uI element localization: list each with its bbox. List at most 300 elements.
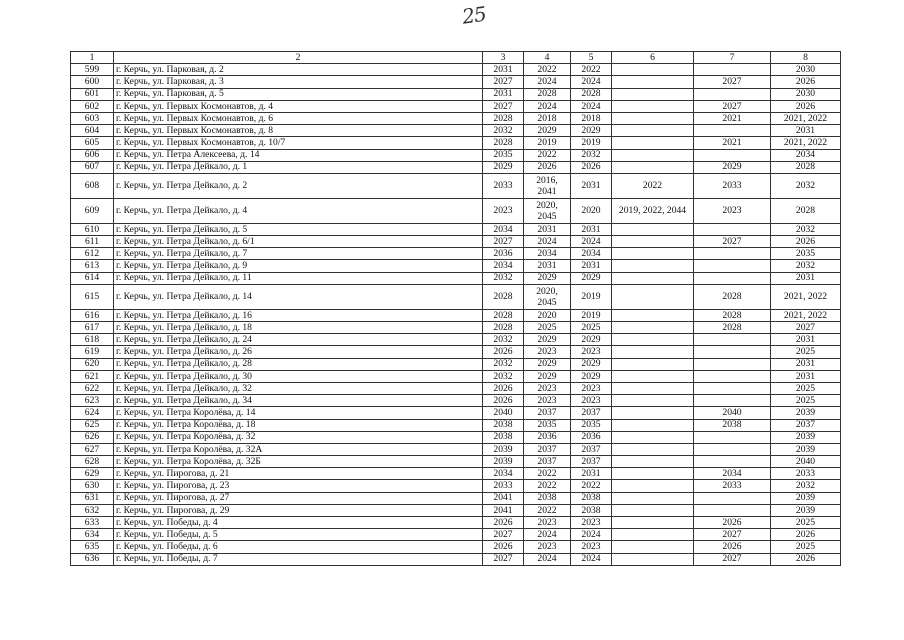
table-cell: г. Керчь, ул. Победы, д. 7	[114, 553, 483, 565]
table-cell: 2034	[571, 248, 612, 260]
table-cell: г. Керчь, ул. Парковая, д. 3	[114, 76, 483, 88]
table-cell: 2034	[694, 468, 771, 480]
table-cell: 2020	[524, 309, 571, 321]
table-cell	[694, 358, 771, 370]
column-header: 5	[571, 52, 612, 64]
table-cell: 622	[71, 382, 114, 394]
table-cell: 608	[71, 173, 114, 198]
table-cell: 2023	[483, 198, 524, 223]
table-row	[71, 419, 841, 431]
table-cell: 2039	[483, 443, 524, 455]
table-cell: 2031	[571, 260, 612, 272]
table-cell: 2039	[771, 492, 841, 504]
table-cell: 2032	[483, 358, 524, 370]
table-cell: 631	[71, 492, 114, 504]
table-cell: 2026	[771, 553, 841, 565]
table-cell: 2031	[571, 223, 612, 235]
table-cell: 2028	[771, 198, 841, 223]
table-cell	[612, 370, 694, 382]
table-cell: г. Керчь, ул. Первых Космонавтов, д. 4	[114, 100, 483, 112]
table-row	[71, 272, 841, 284]
table-row	[71, 431, 841, 443]
table-cell: 2034	[483, 260, 524, 272]
table-cell	[694, 88, 771, 100]
table-cell: 2026	[483, 382, 524, 394]
table-cell: 623	[71, 395, 114, 407]
table-cell: 2027	[483, 100, 524, 112]
table-cell	[694, 431, 771, 443]
table-cell: 2032	[483, 334, 524, 346]
table-row	[71, 492, 841, 504]
table-row	[71, 137, 841, 149]
table-cell	[694, 382, 771, 394]
table-cell: 2026	[571, 161, 612, 173]
table-cell: 616	[71, 309, 114, 321]
table-cell: 2028	[694, 284, 771, 309]
table-cell: г. Керчь, ул. Петра Королёва, д. 14	[114, 407, 483, 419]
table-cell: г. Керчь, ул. Петра Дейкало, д. 16	[114, 309, 483, 321]
table-cell	[612, 480, 694, 492]
table-cell	[612, 456, 694, 468]
table-cell: 2018	[524, 112, 571, 124]
table-cell: 2036	[483, 248, 524, 260]
table-cell: 2031	[771, 358, 841, 370]
table-cell	[694, 260, 771, 272]
table-cell: 2024	[571, 100, 612, 112]
table-cell: 2032	[483, 370, 524, 382]
table-cell: г. Керчь, ул. Петра Дейкало, д. 32	[114, 382, 483, 394]
table-cell: 2025	[771, 517, 841, 529]
table-cell	[694, 248, 771, 260]
table-cell: 630	[71, 480, 114, 492]
table-cell: 2037	[571, 456, 612, 468]
table-cell: г. Керчь, ул. Победы, д. 5	[114, 529, 483, 541]
table-cell: г. Керчь, ул. Петра Алексеева, д. 14	[114, 149, 483, 161]
table-cell: 2032	[771, 480, 841, 492]
table-cell: г. Керчь, ул. Петра Дейкало, д. 30	[114, 370, 483, 382]
table-cell	[612, 272, 694, 284]
table-cell	[612, 248, 694, 260]
table-cell	[612, 517, 694, 529]
table-cell: 2028	[694, 322, 771, 334]
table-cell: 2038	[524, 492, 571, 504]
table-cell: 2031	[571, 468, 612, 480]
table-cell: 2022	[524, 149, 571, 161]
table-cell: 2032	[571, 149, 612, 161]
table-cell: 2022	[524, 480, 571, 492]
table-cell: 2025	[771, 395, 841, 407]
table-cell	[612, 125, 694, 137]
table-cell: 2024	[524, 76, 571, 88]
table-cell	[612, 223, 694, 235]
column-header: 6	[612, 52, 694, 64]
table-cell: 2028	[524, 88, 571, 100]
table-cell: 2030	[771, 64, 841, 76]
table-cell: 2030	[771, 88, 841, 100]
table-cell: 2035	[571, 419, 612, 431]
table-cell: 2028	[483, 309, 524, 321]
table-cell: 2031	[524, 260, 571, 272]
table-cell: 621	[71, 370, 114, 382]
table-cell	[612, 322, 694, 334]
table-cell: 2039	[771, 443, 841, 455]
table-cell: 2037	[524, 407, 571, 419]
table-cell: 2026	[483, 395, 524, 407]
table-cell: 2021	[694, 112, 771, 124]
table-cell	[612, 443, 694, 455]
table-cell: 2028	[771, 161, 841, 173]
table-cell: 2025	[571, 322, 612, 334]
table-cell: 2023	[571, 382, 612, 394]
table-row	[71, 284, 841, 309]
table-cell: 2031	[771, 370, 841, 382]
table-cell: 2027	[483, 236, 524, 248]
table-cell: 2028	[483, 322, 524, 334]
table-cell: 628	[71, 456, 114, 468]
table-row	[71, 358, 841, 370]
table-cell: 2035	[524, 419, 571, 431]
table-cell	[694, 149, 771, 161]
table-cell: г. Керчь, ул. Петра Дейкало, д. 26	[114, 346, 483, 358]
column-header: 8	[771, 52, 841, 64]
table-cell: 2038	[483, 419, 524, 431]
table-cell: 2028	[483, 137, 524, 149]
table-cell: 2027	[483, 76, 524, 88]
table-row	[71, 223, 841, 235]
table-cell: 2031	[483, 88, 524, 100]
table-cell: г. Керчь, ул. Петра Дейкало, д. 34	[114, 395, 483, 407]
table-cell	[612, 88, 694, 100]
table-cell: 2026	[483, 346, 524, 358]
table-cell: 600	[71, 76, 114, 88]
table-cell: 2021, 2022	[771, 112, 841, 124]
table-row	[71, 236, 841, 248]
table-cell: г. Керчь, ул. Петра Дейкало, д. 6/1	[114, 236, 483, 248]
table-cell: 614	[71, 272, 114, 284]
table-cell: 2037	[571, 407, 612, 419]
table-row	[71, 541, 841, 553]
table-cell: г. Керчь, ул. Пирогова, д. 21	[114, 468, 483, 480]
table-cell: 625	[71, 419, 114, 431]
table-cell: 2031	[524, 223, 571, 235]
table-cell: 2027	[694, 76, 771, 88]
table-cell: г. Керчь, ул. Победы, д. 6	[114, 541, 483, 553]
table-cell: 2025	[771, 382, 841, 394]
table-cell: 2034	[524, 248, 571, 260]
table-row	[71, 88, 841, 100]
table-cell	[612, 358, 694, 370]
table-cell: 2023	[524, 395, 571, 407]
table-cell: 2036	[524, 431, 571, 443]
table-cell: 2021, 2022	[771, 309, 841, 321]
table-cell	[612, 64, 694, 76]
table-cell	[612, 137, 694, 149]
table-cell	[612, 334, 694, 346]
table-cell: 2023	[524, 541, 571, 553]
table-cell: 2029	[571, 358, 612, 370]
table-cell: 610	[71, 223, 114, 235]
table-cell: 2033	[483, 173, 524, 198]
table-cell: 2020, 2045	[524, 198, 571, 223]
table-row	[71, 149, 841, 161]
table-cell: 2038	[483, 431, 524, 443]
table-row	[71, 480, 841, 492]
table-cell: 2019, 2022, 2044	[612, 198, 694, 223]
table-cell: 627	[71, 443, 114, 455]
table-row	[71, 468, 841, 480]
table-cell	[694, 334, 771, 346]
table-cell: 2037	[771, 419, 841, 431]
table-cell: г. Керчь, ул. Пирогова, д. 29	[114, 504, 483, 516]
table-cell: 2019	[571, 137, 612, 149]
table-row	[71, 198, 841, 223]
table-cell: 2039	[771, 431, 841, 443]
column-header: 4	[524, 52, 571, 64]
table-cell: 2022	[571, 64, 612, 76]
table-cell: 2032	[771, 223, 841, 235]
table-cell: 2026	[483, 541, 524, 553]
table-cell: 2031	[771, 272, 841, 284]
table-row	[71, 309, 841, 321]
table-cell: г. Керчь, ул. Петра Дейкало, д. 2	[114, 173, 483, 198]
table-cell: 601	[71, 88, 114, 100]
table-cell: 2018	[571, 112, 612, 124]
table-row	[71, 382, 841, 394]
table-cell: 2032	[483, 272, 524, 284]
table-cell	[612, 382, 694, 394]
table-cell: 2025	[771, 346, 841, 358]
table-row	[71, 322, 841, 334]
table-cell: 2035	[483, 149, 524, 161]
table-cell: г. Керчь, ул. Парковая, д. 5	[114, 88, 483, 100]
table-row	[71, 161, 841, 173]
table-cell: г. Керчь, ул. Первых Космонавтов, д. 8	[114, 125, 483, 137]
table-cell	[612, 419, 694, 431]
table-cell: 626	[71, 431, 114, 443]
table-cell: 2036	[571, 431, 612, 443]
table-cell: 2038	[694, 419, 771, 431]
table-cell: г. Керчь, ул. Петра Дейкало, д. 28	[114, 358, 483, 370]
table-row	[71, 407, 841, 419]
table-cell	[612, 407, 694, 419]
table-cell: г. Керчь, ул. Петра Дейкало, д. 18	[114, 322, 483, 334]
table-row	[71, 456, 841, 468]
table-cell: г. Керчь, ул. Парковая, д. 2	[114, 64, 483, 76]
table-cell	[694, 223, 771, 235]
table-cell: 2016, 2041	[524, 173, 571, 198]
table-cell: 2029	[571, 334, 612, 346]
table-cell: 606	[71, 149, 114, 161]
table-cell: 617	[71, 322, 114, 334]
table-cell: 2041	[483, 492, 524, 504]
table-cell: 2019	[571, 284, 612, 309]
table-cell	[612, 395, 694, 407]
table-cell: 2032	[771, 173, 841, 198]
table-cell	[694, 272, 771, 284]
table-cell: 2039	[483, 456, 524, 468]
table-cell: 2032	[483, 125, 524, 137]
table-cell: 2021, 2022	[771, 284, 841, 309]
table-cell: 2026	[771, 529, 841, 541]
table-cell: 615	[71, 284, 114, 309]
table-row	[71, 125, 841, 137]
table-cell	[612, 260, 694, 272]
table-cell: г. Керчь, ул. Первых Космонавтов, д. 10/7	[114, 137, 483, 149]
table-cell: г. Керчь, ул. Петра Дейкало, д. 11	[114, 272, 483, 284]
column-header: 1	[71, 52, 114, 64]
table-row	[71, 260, 841, 272]
table-cell: 2024	[571, 553, 612, 565]
table-cell: 2028	[694, 309, 771, 321]
table-cell: 634	[71, 529, 114, 541]
table-cell: 2026	[771, 236, 841, 248]
table-cell: 2031	[771, 125, 841, 137]
table-cell: 2022	[524, 468, 571, 480]
table-cell: 2023	[571, 346, 612, 358]
table-cell: 2024	[524, 100, 571, 112]
table-row	[71, 64, 841, 76]
table-cell: г. Керчь, ул. Петра Королёва, д. 18	[114, 419, 483, 431]
table-cell: 603	[71, 112, 114, 124]
table-cell: 2026	[524, 161, 571, 173]
table-cell: 2031	[571, 173, 612, 198]
table-cell: 618	[71, 334, 114, 346]
table-row	[71, 553, 841, 565]
table-cell: 2037	[524, 443, 571, 455]
table-cell	[612, 553, 694, 565]
table-cell: 2039	[771, 504, 841, 516]
table-cell	[612, 468, 694, 480]
table-cell: 2040	[483, 407, 524, 419]
table-cell: 2022	[524, 64, 571, 76]
table-row	[71, 173, 841, 198]
table-cell: 2025	[524, 322, 571, 334]
table-cell: 2040	[771, 456, 841, 468]
table-cell	[612, 149, 694, 161]
table-cell: 2029	[571, 125, 612, 137]
table-row	[71, 395, 841, 407]
table-cell	[612, 76, 694, 88]
table-cell: 2029	[524, 358, 571, 370]
table-cell: г. Керчь, ул. Петра Королёва, д. 32Б	[114, 456, 483, 468]
table-cell: г. Керчь, ул. Петра Дейкало, д. 1	[114, 161, 483, 173]
table-cell: 607	[71, 161, 114, 173]
table-cell: 2026	[694, 517, 771, 529]
table-cell: г. Керчь, ул. Пирогова, д. 27	[114, 492, 483, 504]
column-header: 2	[114, 52, 483, 64]
table-cell: 2024	[571, 76, 612, 88]
table-cell: г. Керчь, ул. Петра Дейкало, д. 24	[114, 334, 483, 346]
table-cell: г. Керчь, ул. Пирогова, д. 23	[114, 480, 483, 492]
table-cell: 2026	[771, 100, 841, 112]
table-cell: 2041	[483, 504, 524, 516]
table-cell: 2033	[694, 173, 771, 198]
table-cell	[694, 395, 771, 407]
table-cell: г. Керчь, ул. Петра Дейкало, д. 7	[114, 248, 483, 260]
table-cell: 2029	[524, 334, 571, 346]
table-row	[71, 517, 841, 529]
table-cell: 2023	[571, 517, 612, 529]
table-cell: 624	[71, 407, 114, 419]
table-cell: 2038	[571, 492, 612, 504]
table-header-row	[71, 52, 841, 64]
table-cell: г. Керчь, ул. Петра Дейкало, д. 5	[114, 223, 483, 235]
table-cell: 2033	[771, 468, 841, 480]
table-row	[71, 112, 841, 124]
table-cell	[612, 161, 694, 173]
table-row	[71, 100, 841, 112]
table-cell	[694, 504, 771, 516]
table-cell: 2031	[771, 334, 841, 346]
table-cell: 2029	[694, 161, 771, 173]
table-cell	[694, 492, 771, 504]
table-cell: 2027	[694, 100, 771, 112]
table-cell: 2023	[524, 517, 571, 529]
table-cell	[612, 431, 694, 443]
table-cell: 2037	[571, 443, 612, 455]
table-row	[71, 443, 841, 455]
table-row	[71, 504, 841, 516]
table-row	[71, 334, 841, 346]
table-cell: г. Керчь, ул. Петра Королёва, д. 32А	[114, 443, 483, 455]
table-cell: 2021, 2022	[771, 137, 841, 149]
table-cell	[694, 64, 771, 76]
table-cell: 629	[71, 468, 114, 480]
register-table	[70, 51, 841, 566]
table-row	[71, 346, 841, 358]
table-cell: г. Керчь, ул. Петра Дейкало, д. 4	[114, 198, 483, 223]
table-cell: 612	[71, 248, 114, 260]
table-cell: 2023	[524, 382, 571, 394]
table-cell: 2028	[571, 88, 612, 100]
table-cell: 2023	[571, 541, 612, 553]
table-cell: 2027	[694, 529, 771, 541]
table-cell: 2020, 2045	[524, 284, 571, 309]
table-cell: 2023	[524, 346, 571, 358]
table-cell	[612, 112, 694, 124]
table-cell: 2024	[524, 529, 571, 541]
table-cell: 2027	[483, 529, 524, 541]
table-cell: 2020	[571, 198, 612, 223]
table-cell: 2033	[694, 480, 771, 492]
table-cell: 2029	[483, 161, 524, 173]
column-header: 7	[694, 52, 771, 64]
table-cell: 635	[71, 541, 114, 553]
table-cell: 2027	[694, 236, 771, 248]
table-cell: 619	[71, 346, 114, 358]
table-cell	[612, 541, 694, 553]
table-cell: 2024	[571, 529, 612, 541]
table-cell: 2029	[571, 370, 612, 382]
table-cell: 2033	[483, 480, 524, 492]
table-cell	[694, 125, 771, 137]
table-cell: 2026	[771, 76, 841, 88]
table-cell: 604	[71, 125, 114, 137]
table-cell: г. Керчь, ул. Первых Космонавтов, д. 6	[114, 112, 483, 124]
table-cell: 2024	[571, 236, 612, 248]
column-header: 3	[483, 52, 524, 64]
table-cell: г. Керчь, ул. Петра Дейкало, д. 9	[114, 260, 483, 272]
table-cell: 2031	[483, 64, 524, 76]
table-cell: 2028	[483, 284, 524, 309]
table-cell: 605	[71, 137, 114, 149]
table-cell: 2038	[571, 504, 612, 516]
table-cell: 2029	[524, 370, 571, 382]
table-cell: 2029	[571, 272, 612, 284]
table-cell	[694, 443, 771, 455]
table-cell	[612, 309, 694, 321]
table-cell: 2029	[524, 125, 571, 137]
